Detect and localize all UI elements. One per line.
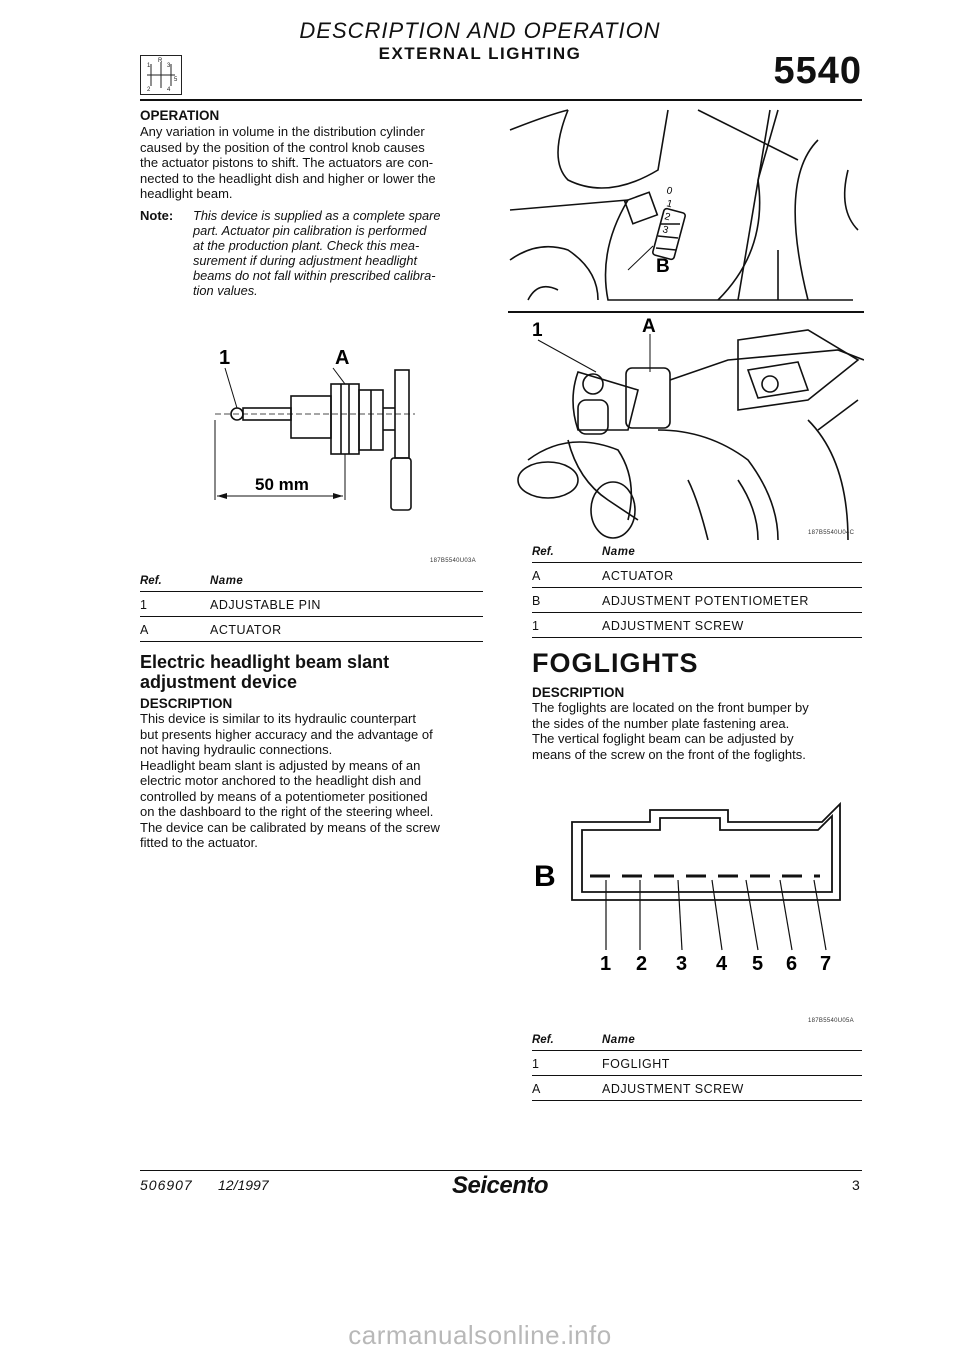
electric-text: This device is similar to its hydraulic counterpart but presents higher accuracy and the advantage of not having hydraulic connections. Headlight beam slant is adjusted by means of an electric motor anchored to the headlight dish and controlled by means of a potentiometer positioned on the dashboard to the right of the steering wheel. The device can be calibrated by means of the screw fitted to the actuator. <box>140 711 440 850</box>
foglights-text: The foglights are located on the front bumper by the sides of the number plate fastening area. The vertical foglight beam can be adjusted by means of the screw on the front of the foglights. <box>532 700 809 762</box>
fig2-dial-0: 0 <box>665 185 674 198</box>
operation-heading: OPERATION <box>140 108 220 123</box>
foglights-desc-heading: DESCRIPTION <box>532 685 625 700</box>
svg-text:5: 5 <box>174 77 178 83</box>
col-ref: Ref. <box>532 1034 554 1046</box>
fig1-label-1: 1 <box>219 347 231 369</box>
col-ref: Ref. <box>140 575 162 587</box>
doc-number: 506907 <box>140 1177 193 1193</box>
table-parts-1 <box>140 569 483 642</box>
electric-desc-heading: DESCRIPTION <box>140 696 233 711</box>
fig3-number: 3 <box>676 953 688 975</box>
figure-actuator-pin <box>185 338 445 533</box>
page-title: DESCRIPTION AND OPERATION <box>299 18 661 43</box>
fig2-label-a: A <box>642 316 656 337</box>
table-row: B ADJUSTMENT POTENTIOMETER <box>532 588 862 613</box>
note-text: This device is supplied as a complete spare part. Actuator pin calibration is performed at the production plant. Check this mea- surement if during adjustment headlight beams do not fall within prescribed calibra- tion values. <box>193 208 441 298</box>
figure-potentiometer-actuator <box>508 100 864 545</box>
fig3-label-b: B <box>534 860 556 893</box>
col-ref: Ref. <box>532 546 554 558</box>
col-name: Name <box>602 546 636 558</box>
fig1-code: 187B5540U03A <box>430 558 476 564</box>
figure-connector <box>530 800 860 985</box>
svg-text:4: 4 <box>167 87 171 93</box>
doc-date: 12/1997 <box>218 1177 269 1193</box>
fig1-dimension: 50 mm <box>255 475 309 494</box>
fig2-dial-2: 2 <box>663 211 672 224</box>
footer-rule <box>140 1170 862 1171</box>
table-header <box>532 1028 862 1051</box>
operation-text: Any variation in volume in the distribution cylinder caused by the position of the control knob causes the actuator pistons to shift. The actuators are con- nected to the headlight dish and higher or lower the headlight beam. <box>140 124 436 201</box>
svg-text:2: 2 <box>147 87 151 93</box>
fig2-dial-1: 1 <box>665 198 674 211</box>
foglights-heading: FOGLIGHTS <box>532 648 699 678</box>
section-code: 5540 <box>773 50 862 92</box>
fig3-code: 187B5540U05A <box>808 1018 854 1024</box>
table-parts-3 <box>532 1028 862 1101</box>
fig2-dial-3: 3 <box>661 224 670 237</box>
fig3-number: 7 <box>820 953 832 975</box>
fig3-number: 4 <box>716 953 728 975</box>
gearbox-shift-pattern-icon <box>140 55 182 95</box>
electric-heading: Electric headlight beam slant adjustment device <box>140 652 390 692</box>
table-header <box>140 569 483 592</box>
table-row: 1 FOGLIGHT <box>532 1051 862 1076</box>
table-row: A ACTUATOR <box>532 563 862 588</box>
fig2-label-1: 1 <box>532 320 543 341</box>
fig3-number: 6 <box>786 953 798 975</box>
table-row: 1 ADJUSTABLE PIN <box>140 592 483 617</box>
fig3-number: 1 <box>600 953 612 975</box>
fig2-code: 187B5540U04C <box>808 530 855 536</box>
table-row: A ACTUATOR <box>140 617 483 642</box>
col-name: Name <box>210 575 244 587</box>
fig2-label-b: B <box>656 256 670 277</box>
fig3-number: 2 <box>636 953 648 975</box>
table-parts-2 <box>532 540 862 638</box>
svg-text:3: 3 <box>167 63 171 69</box>
watermark: carmanualsonline.info <box>348 1320 612 1350</box>
col-name: Name <box>602 1034 636 1046</box>
page-number: 3 <box>852 1177 860 1193</box>
brand-logo: Seicento <box>452 1172 549 1199</box>
table-row: 1 ADJUSTMENT SCREW <box>532 613 862 638</box>
fig1-label-a: A <box>335 347 350 369</box>
svg-text:1: 1 <box>147 63 151 69</box>
table-header <box>532 540 862 563</box>
svg-text:R: R <box>158 58 163 64</box>
table-row: A ADJUSTMENT SCREW <box>532 1076 862 1101</box>
page-subtitle: EXTERNAL LIGHTING <box>378 44 582 63</box>
note-label: Note: <box>140 208 174 223</box>
fig3-number: 5 <box>752 953 764 975</box>
